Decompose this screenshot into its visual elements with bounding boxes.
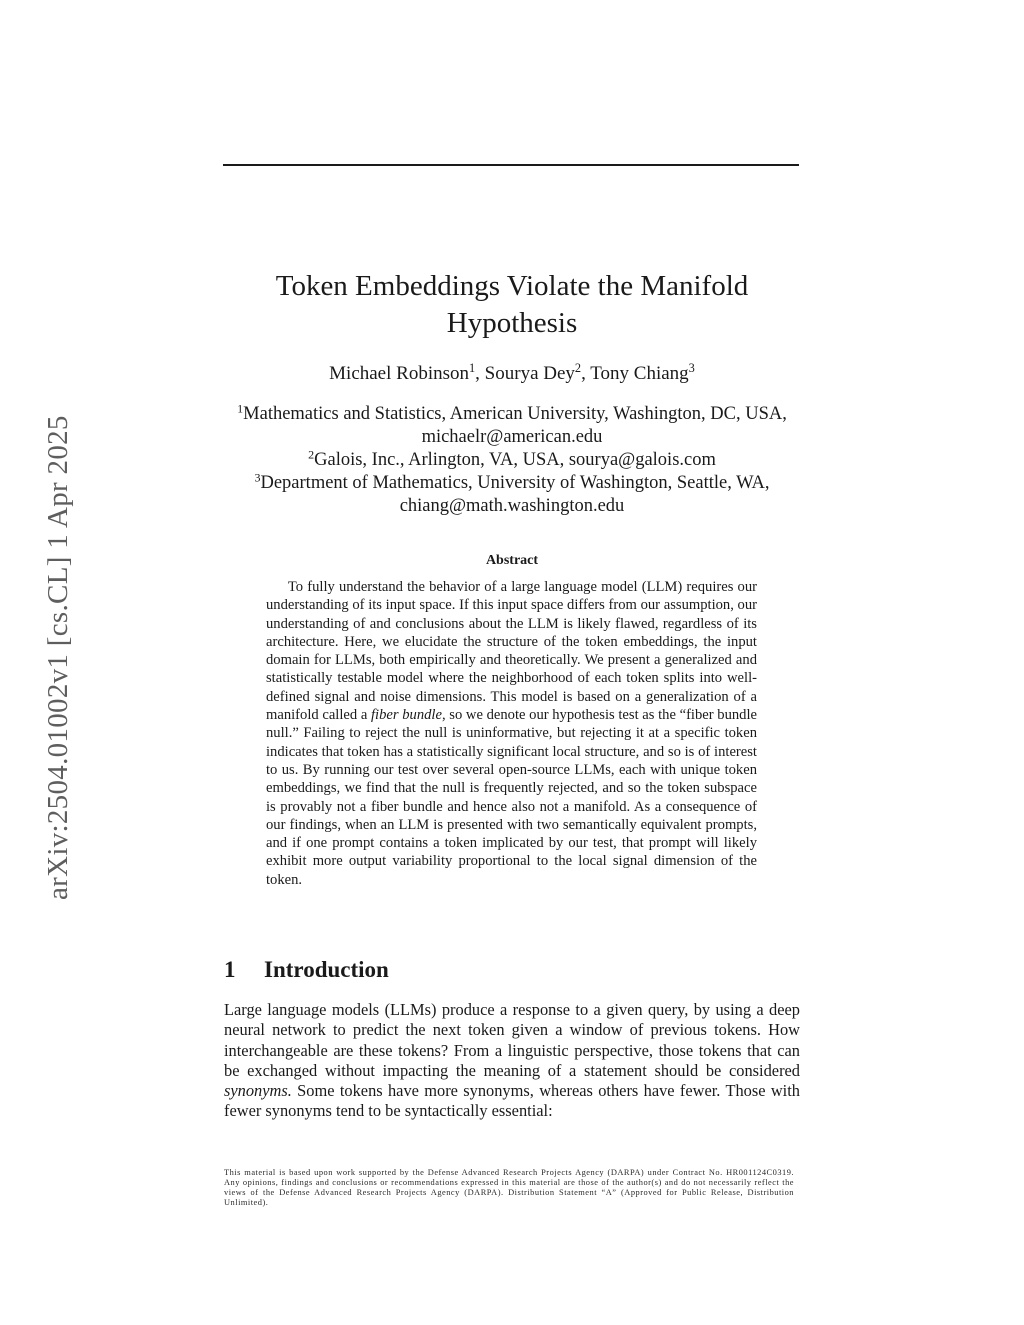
header-rule [223, 164, 799, 166]
abstract-text-part: To fully understand the behavior of a large language model (LLM) requires our understanding of its input space. If this input space differs from our assumption, our understanding of and conclusions about the LLM is likely flawed, regardless of its architecture. Here, we elucidate the structure of the token embeddings, the input domain for LLMs, both empirically and theoretically. We present a generalized and statistically testable model where the neighborhood of each token splits into well-defined signal and noise dimensions. This model is based on a generalization of a manifold called a [266, 579, 757, 724]
affiliation-text: Mathematics and Statistics, American University, Washington, DC, USA, michaelr@american.edu [243, 404, 787, 447]
affiliation-marker: 1 [237, 401, 244, 416]
abstract-text-part: , so we denote our hypothesis test as the “fiber bundle null.” Failing to reject the null is uninformative, but rejecting it at a specific token indicates that token has a statistically significant local structure, and so is of interest to us. By running our test over several open-source LLMs, each with unique token embeddings, we find that the null is frequently rejected, and so the token subspace is provably not a fiber bundle and hence also not a manifold. As a consequence of our findings, when an LLM is presented with two semantically equivalent prompts, and if one prompt contains a token implicated by our test, that prompt will likely exhibit more output variability proportional to the local signal dimension of the token. [266, 707, 758, 888]
intro-emphasis: synonyms. [224, 1081, 292, 1101]
arxiv-identifier[interactable]: arXiv:2504.01002v1 [cs.CL] 1 Apr 2025 [42, 415, 74, 900]
funding-footnote: This material is based upon work supported by the Defense Advanced Research Projects Agency (DARPA) under Contract No. HR001124C0319. Any opinions, findings and conclusions or recommendations expressed in this material are those of the author(s) and do not necessarily reflect the views of the Defense Advanced Research Projects Agency (DARPA). Distribution Statement “A” (Approved for Public Release, Distribution Unlimited). [224, 1168, 794, 1207]
intro-text-part: Large language models (LLMs) produce a response to a given query, by using a deep neural network to predict the next token given a window of previous tokens. How interchangeable are these tokens? From a linguistic perspective, those tokens that can be exchanged without impacting the meaning of a statement should be considered [224, 1000, 800, 1080]
abstract-heading: Abstract [485, 553, 539, 568]
affiliation [224, 472, 800, 518]
paper-title: Token Embeddings Violate the Manifold Hypothesis [275, 270, 749, 339]
intro-text-part: Some tokens have more synonyms, whereas others have fewer. Those with fewer synonyms tend to be syntactically essential: [224, 1081, 800, 1121]
author-name: Michael Robinson [329, 363, 469, 384]
affiliation-text: Department of Mathematics, University of Washington, Seattle, WA, chiang@math.washington.edu [260, 473, 770, 516]
author-list [224, 363, 800, 385]
affiliation [224, 403, 800, 449]
author-affil-marker: 3 [688, 361, 695, 376]
author-name: Tony Chiang [590, 363, 689, 384]
affiliation-marker: 3 [254, 470, 261, 485]
abstract-text [266, 578, 757, 889]
affiliation-list [224, 403, 800, 518]
author-affil-marker: 1 [469, 361, 476, 376]
introduction-paragraph [224, 1000, 800, 1122]
section-number: 1 [224, 957, 236, 982]
affiliation-marker: 2 [308, 447, 315, 462]
section-heading [224, 957, 800, 983]
affiliation [224, 449, 800, 472]
section-title: Introduction [264, 957, 389, 982]
author-affil-marker: 2 [574, 361, 582, 376]
author-name: Sourya Dey [484, 363, 575, 384]
abstract-emphasis: fiber bundle [371, 707, 442, 724]
affiliation-text: Galois, Inc., Arlington, VA, USA, sourya@galois.com [314, 450, 716, 470]
author-separator: , [475, 363, 485, 384]
author-separator: , [581, 363, 591, 384]
